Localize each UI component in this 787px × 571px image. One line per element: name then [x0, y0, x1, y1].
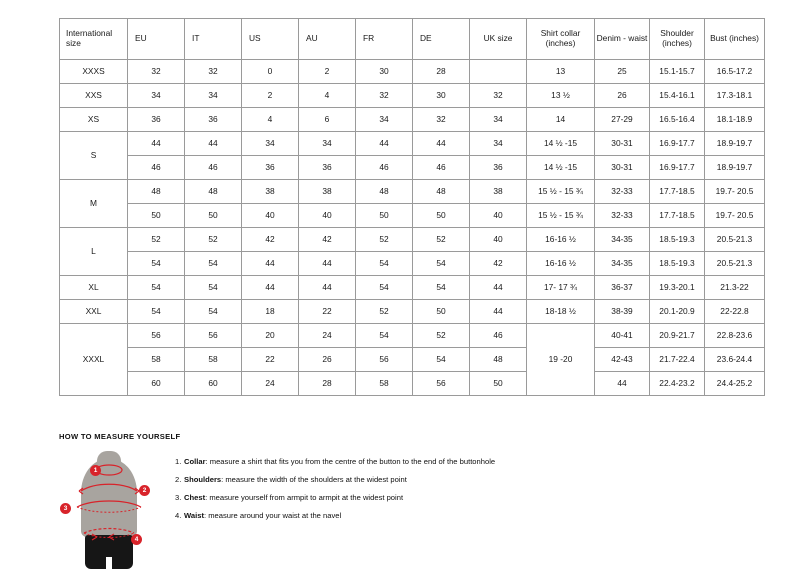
- cell-it: 54: [185, 300, 242, 324]
- cell-denim-waist: 25: [595, 60, 650, 84]
- cell-bust-inches: 16.5-17.2: [705, 60, 765, 84]
- cell-au: 36: [299, 156, 356, 180]
- instruction-item: [175, 493, 495, 502]
- cell-de: 44: [413, 132, 470, 156]
- cell-fr: 34: [356, 108, 413, 132]
- cell-de: 52: [413, 228, 470, 252]
- cell-de: 56: [413, 372, 470, 396]
- cell-eu: 56: [128, 324, 185, 348]
- cell-au: 44: [299, 252, 356, 276]
- cell-shoulder-inches: 18.5-19.3: [650, 228, 705, 252]
- table-row: [60, 372, 765, 396]
- cell-us: 36: [242, 156, 299, 180]
- cell-denim-waist: 40-41: [595, 324, 650, 348]
- table-row: [60, 180, 765, 204]
- header-eu: EU: [128, 19, 185, 60]
- marker-3-chest: 3: [60, 503, 71, 514]
- cell-de: 32: [413, 108, 470, 132]
- cell-us: 44: [242, 276, 299, 300]
- instruction-text: : measure the width of the shoulders at the widest point: [221, 475, 407, 485]
- table-row: [60, 204, 765, 228]
- cell-de: 50: [413, 204, 470, 228]
- cell-shirt-collar-inches: 18-18 ½: [527, 300, 595, 324]
- cell-it: 50: [185, 204, 242, 228]
- cell-shoulder-inches: 16.9-17.7: [650, 156, 705, 180]
- size-chart-table: [59, 18, 765, 396]
- cell-us: 44: [242, 252, 299, 276]
- cell-eu: 48: [128, 180, 185, 204]
- how-to-measure-body: [59, 451, 759, 571]
- cell-shoulder-inches: 17.7-18.5: [650, 180, 705, 204]
- cell-fr: 52: [356, 228, 413, 252]
- cell-uk-size: 38: [470, 180, 527, 204]
- cell-denim-waist: 32-33: [595, 180, 650, 204]
- cell-bust-inches: 22-22.8: [705, 300, 765, 324]
- cell-uk-size: 36: [470, 156, 527, 180]
- cell-shirt-collar-inches: 19 -20: [527, 324, 595, 396]
- body-figure-illustration: [59, 451, 169, 571]
- table-row: [60, 252, 765, 276]
- cell-au: 22: [299, 300, 356, 324]
- cell-size-label: XL: [60, 276, 128, 300]
- cell-bust-inches: 17.3-18.1: [705, 84, 765, 108]
- table-row: [60, 348, 765, 372]
- cell-shoulder-inches: 22.4-23.2: [650, 372, 705, 396]
- header-de: DE: [413, 19, 470, 60]
- table-row: [60, 300, 765, 324]
- cell-fr: 58: [356, 372, 413, 396]
- cell-bust-inches: 19.7- 20.5: [705, 204, 765, 228]
- cell-fr: 48: [356, 180, 413, 204]
- header-denim-waist: Denim - waist: [595, 19, 650, 60]
- cell-bust-inches: 18.9-19.7: [705, 156, 765, 180]
- header-uk-size: UK size: [470, 19, 527, 60]
- header-us: US: [242, 19, 299, 60]
- cell-eu: 50: [128, 204, 185, 228]
- instruction-item: [175, 511, 495, 520]
- cell-denim-waist: 27-29: [595, 108, 650, 132]
- cell-size-label: XS: [60, 108, 128, 132]
- cell-us: 34: [242, 132, 299, 156]
- table-row: [60, 156, 765, 180]
- cell-uk-size: 44: [470, 300, 527, 324]
- cell-fr: 46: [356, 156, 413, 180]
- cell-shoulder-inches: 20.9-21.7: [650, 324, 705, 348]
- cell-bust-inches: 23.6-24.4: [705, 348, 765, 372]
- cell-bust-inches: 18.9-19.7: [705, 132, 765, 156]
- cell-us: 2: [242, 84, 299, 108]
- cell-fr: 54: [356, 276, 413, 300]
- cell-de: 30: [413, 84, 470, 108]
- cell-denim-waist: 34-35: [595, 228, 650, 252]
- cell-uk-size: [470, 60, 527, 84]
- header-bust: Bust (inches): [705, 19, 765, 60]
- cell-us: 4: [242, 108, 299, 132]
- cell-denim-waist: 38-39: [595, 300, 650, 324]
- table-row: [60, 276, 765, 300]
- cell-fr: 44: [356, 132, 413, 156]
- cell-shoulder-inches: 17.7-18.5: [650, 204, 705, 228]
- cell-fr: 56: [356, 348, 413, 372]
- header-au: AU: [299, 19, 356, 60]
- instruction-number: 2.: [175, 475, 182, 485]
- cell-it: 54: [185, 252, 242, 276]
- table-row: [60, 60, 765, 84]
- cell-it: 58: [185, 348, 242, 372]
- instruction-item: [175, 475, 495, 484]
- cell-shoulder-inches: 21.7-22.4: [650, 348, 705, 372]
- cell-shoulder-inches: 15.4-16.1: [650, 84, 705, 108]
- header-shirt-collar: Shirt collar (inches): [527, 19, 595, 60]
- cell-eu: 52: [128, 228, 185, 252]
- cell-size-label: XXL: [60, 300, 128, 324]
- instruction-number: 3.: [175, 493, 182, 503]
- cell-fr: 52: [356, 300, 413, 324]
- cell-uk-size: 44: [470, 276, 527, 300]
- cell-uk-size: 42: [470, 252, 527, 276]
- how-to-measure-title: HOW TO MEASURE YOURSELF: [59, 432, 181, 441]
- cell-de: 48: [413, 180, 470, 204]
- cell-denim-waist: 32-33: [595, 204, 650, 228]
- table-row: [60, 228, 765, 252]
- cell-shirt-collar-inches: 14: [527, 108, 595, 132]
- cell-shirt-collar-inches: 14 ½ -15: [527, 156, 595, 180]
- header-it: IT: [185, 19, 242, 60]
- cell-size-label: S: [60, 132, 128, 180]
- cell-shoulder-inches: 15.1-15.7: [650, 60, 705, 84]
- cell-denim-waist: 26: [595, 84, 650, 108]
- cell-au: 6: [299, 108, 356, 132]
- cell-us: 20: [242, 324, 299, 348]
- cell-eu: 46: [128, 156, 185, 180]
- cell-au: 26: [299, 348, 356, 372]
- cell-uk-size: 34: [470, 108, 527, 132]
- cell-us: 24: [242, 372, 299, 396]
- cell-de: 54: [413, 348, 470, 372]
- instruction-term: Shoulders: [184, 475, 222, 485]
- cell-bust-inches: 21.3-22: [705, 276, 765, 300]
- table-header: [60, 19, 765, 60]
- cell-eu: 54: [128, 252, 185, 276]
- cell-it: 52: [185, 228, 242, 252]
- header-international-size: International size: [60, 19, 128, 60]
- cell-uk-size: 40: [470, 204, 527, 228]
- cell-it: 44: [185, 132, 242, 156]
- cell-fr: 54: [356, 252, 413, 276]
- instruction-term: Chest: [184, 493, 206, 503]
- cell-au: 34: [299, 132, 356, 156]
- cell-uk-size: 32: [470, 84, 527, 108]
- cell-it: 46: [185, 156, 242, 180]
- cell-au: 24: [299, 324, 356, 348]
- cell-fr: 50: [356, 204, 413, 228]
- cell-eu: 58: [128, 348, 185, 372]
- cell-eu: 32: [128, 60, 185, 84]
- measure-instructions-list: [175, 451, 495, 529]
- cell-shirt-collar-inches: 13: [527, 60, 595, 84]
- cell-us: 40: [242, 204, 299, 228]
- cell-au: 4: [299, 84, 356, 108]
- instruction-term: Collar: [184, 457, 206, 466]
- cell-eu: 36: [128, 108, 185, 132]
- cell-shirt-collar-inches: 16-16 ½: [527, 228, 595, 252]
- instruction-text: : measure yourself from armpit to armpit at the widest point: [205, 493, 404, 503]
- cell-uk-size: 50: [470, 372, 527, 396]
- cell-denim-waist: 36-37: [595, 276, 650, 300]
- cell-uk-size: 46: [470, 324, 527, 348]
- cell-denim-waist: 30-31: [595, 156, 650, 180]
- cell-fr: 30: [356, 60, 413, 84]
- size-chart-container: [59, 18, 759, 396]
- cell-denim-waist: 34-35: [595, 252, 650, 276]
- instruction-item: [175, 457, 495, 466]
- table-row: [60, 324, 765, 348]
- cell-it: 56: [185, 324, 242, 348]
- cell-us: 38: [242, 180, 299, 204]
- instruction-term: Waist: [184, 511, 204, 521]
- marker-2-shoulders: 2: [139, 485, 150, 496]
- cell-shirt-collar-inches: 15 ½ - 15 ¾: [527, 204, 595, 228]
- cell-us: 18: [242, 300, 299, 324]
- cell-size-label: XXXL: [60, 324, 128, 396]
- cell-au: 42: [299, 228, 356, 252]
- cell-denim-waist: 42-43: [595, 348, 650, 372]
- cell-uk-size: 48: [470, 348, 527, 372]
- cell-au: 40: [299, 204, 356, 228]
- cell-it: 54: [185, 276, 242, 300]
- instruction-number: 4.: [175, 511, 182, 521]
- cell-shirt-collar-inches: 14 ½ -15: [527, 132, 595, 156]
- cell-us: 0: [242, 60, 299, 84]
- cell-it: 34: [185, 84, 242, 108]
- cell-shirt-collar-inches: 16-16 ½: [527, 252, 595, 276]
- cell-de: 46: [413, 156, 470, 180]
- cell-shirt-collar-inches: 13 ½: [527, 84, 595, 108]
- cell-shirt-collar-inches: 15 ½ - 15 ¾: [527, 180, 595, 204]
- cell-shoulder-inches: 16.5-16.4: [650, 108, 705, 132]
- instruction-text: : measure around your waist at the navel: [203, 511, 342, 521]
- cell-it: 48: [185, 180, 242, 204]
- instruction-number: 1.: [175, 457, 182, 466]
- marker-4-waist: 4: [131, 534, 142, 545]
- cell-size-label: XXXS: [60, 60, 128, 84]
- cell-au: 2: [299, 60, 356, 84]
- cell-uk-size: 40: [470, 228, 527, 252]
- cell-shoulder-inches: 19.3-20.1: [650, 276, 705, 300]
- header-fr: FR: [356, 19, 413, 60]
- marker-1-collar: 1: [90, 465, 101, 476]
- cell-size-label: L: [60, 228, 128, 276]
- cell-fr: 54: [356, 324, 413, 348]
- cell-bust-inches: 19.7- 20.5: [705, 180, 765, 204]
- cell-it: 60: [185, 372, 242, 396]
- header-shoulder: Shoulder (inches): [650, 19, 705, 60]
- how-to-measure-section: [59, 432, 759, 571]
- table-body: [60, 60, 765, 396]
- cell-shoulder-inches: 20.1-20.9: [650, 300, 705, 324]
- cell-bust-inches: 20.5-21.3: [705, 228, 765, 252]
- cell-us: 22: [242, 348, 299, 372]
- cell-denim-waist: 44: [595, 372, 650, 396]
- cell-it: 36: [185, 108, 242, 132]
- header-row: [60, 19, 765, 60]
- cell-eu: 34: [128, 84, 185, 108]
- cell-de: 54: [413, 252, 470, 276]
- cell-shoulder-inches: 18.5-19.3: [650, 252, 705, 276]
- table-row: [60, 132, 765, 156]
- cell-shirt-collar-inches: 17- 17 ¾: [527, 276, 595, 300]
- cell-au: 38: [299, 180, 356, 204]
- cell-denim-waist: 30-31: [595, 132, 650, 156]
- cell-us: 42: [242, 228, 299, 252]
- cell-fr: 32: [356, 84, 413, 108]
- table-row: [60, 84, 765, 108]
- measurement-lines-overlay: [59, 451, 169, 571]
- cell-shoulder-inches: 16.9-17.7: [650, 132, 705, 156]
- cell-uk-size: 34: [470, 132, 527, 156]
- cell-eu: 60: [128, 372, 185, 396]
- cell-eu: 54: [128, 300, 185, 324]
- cell-size-label: XXS: [60, 84, 128, 108]
- table-row: [60, 108, 765, 132]
- cell-au: 44: [299, 276, 356, 300]
- cell-bust-inches: 24.4-25.2: [705, 372, 765, 396]
- cell-au: 28: [299, 372, 356, 396]
- cell-de: 50: [413, 300, 470, 324]
- cell-de: 28: [413, 60, 470, 84]
- cell-eu: 44: [128, 132, 185, 156]
- cell-de: 52: [413, 324, 470, 348]
- cell-bust-inches: 20.5-21.3: [705, 252, 765, 276]
- instruction-text: : measure a shirt that fits you from the centre of the button to the end of the buttonhole: [205, 457, 496, 466]
- cell-eu: 54: [128, 276, 185, 300]
- cell-bust-inches: 22.8-23.6: [705, 324, 765, 348]
- cell-bust-inches: 18.1-18.9: [705, 108, 765, 132]
- cell-it: 32: [185, 60, 242, 84]
- cell-de: 54: [413, 276, 470, 300]
- cell-size-label: M: [60, 180, 128, 228]
